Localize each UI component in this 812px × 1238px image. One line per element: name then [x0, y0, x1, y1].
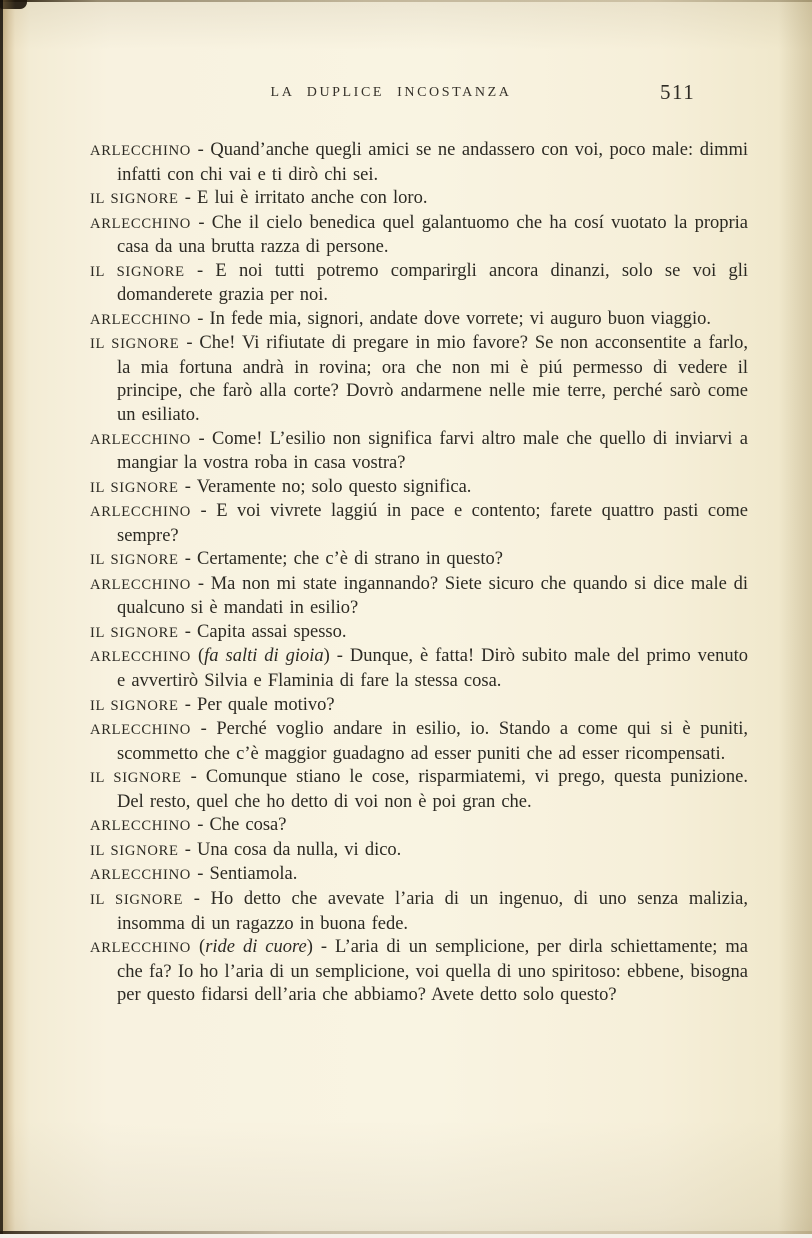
dialogue-line: IL SIGNORE - Una cosa da nulla, vi dico.: [90, 839, 402, 860]
speaker-name: ARLECCHINO: [90, 215, 192, 232]
dialogue-line: IL SIGNORE - Ho detto che avevate l’aria di un ingenuo, di uno senza malizia, insomma di un ragazzo in buona fede.: [90, 888, 748, 934]
dialogue-line: IL SIGNORE - E noi tutti potremo comparirgli ancora dinanzi, solo se voi gli domanderete grazia per noi.: [90, 260, 749, 306]
scan-edge-left-shadow: [3, 0, 15, 1238]
speaker-name: ARLECCHINO: [90, 504, 192, 521]
speaker-name: IL SIGNORE: [90, 624, 179, 641]
speaker-name: ARLECCHINO: [90, 722, 192, 739]
speaker-name: IL SIGNORE: [90, 891, 184, 908]
speaker-name: ARLECCHINO: [90, 867, 192, 884]
dialogue-line: ARLECCHINO - Che cosa?: [90, 815, 287, 836]
speaker-name: IL SIGNORE: [90, 263, 185, 280]
running-title: LA DUPLICE INCOSTANZA: [270, 85, 512, 100]
dialogue-line: ARLECCHINO - In fede mia, signori, andate dove vorrete; vi auguro buon viaggio.: [90, 308, 711, 329]
speaker-name: IL SIGNORE: [90, 770, 182, 787]
speaker-name: IL SIGNORE: [90, 479, 179, 496]
stage-direction: fa salti di gioia: [204, 646, 324, 667]
dialogue-line: ARLECCHINO - E voi vivrete laggiú in pace e contento; farete quattro pasti come sempre?: [90, 501, 748, 546]
speaker-name: ARLECCHINO: [90, 311, 192, 328]
speaker-name: IL SIGNORE: [90, 191, 179, 208]
dialogue-line: ARLECCHINO - Come! L’esilio non significa farvi altro male che quello di inviarvi a mangiar la vostra roba in casa vostra?: [90, 428, 748, 474]
speaker-name: ARLECCHINO: [90, 143, 192, 159]
speaker-name: ARLECCHINO: [90, 940, 192, 957]
speaker-name: ARLECCHINO: [90, 649, 192, 666]
page-header: [0, 80, 812, 112]
dialogue-line: IL SIGNORE - Certamente; che c’è di strano in questo?: [90, 549, 503, 570]
dialogue-line: ARLECCHINO (ride di cuore) - L’aria di un semplicione, per dirla schiettamente; ma che fa? Io ho l’aria di un semplicione, voi quella di uno spiritoso: ebbene, bisogna per questo fidarsi dell’aria che abbiamo? Avete detto solo questo?: [90, 937, 748, 1006]
scan-edge-bottom-strip: [0, 1234, 812, 1238]
speaker-name: ARLECCHINO: [90, 576, 192, 593]
scan-edge-top: [0, 0, 812, 2]
dialogue-line: ARLECCHINO - Ma non mi state ingannando? Siete sicuro che quando si dice male di qualcuno si è mandati in esilio?: [90, 573, 748, 619]
stage-direction: ride di cuore: [205, 937, 307, 958]
dialogue-line: IL SIGNORE - Comunque stiano le cose, risparmiatemi, vi prego, questa punizione. Del resto, quel che ho detto di voi non è poi gran che.: [90, 767, 749, 812]
speaker-name: IL SIGNORE: [90, 552, 179, 569]
dialogue-line: IL SIGNORE - Per quale motivo?: [90, 694, 335, 715]
page-number: 511: [660, 80, 696, 104]
dialogue-line: ARLECCHINO - Perché voglio andare in esilio, io. Stando a come qui si è puniti, scommetto che c’è maggior guadagno ad esser puniti che ad esser ricompensati.: [90, 719, 748, 764]
speaker-name: IL SIGNORE: [90, 336, 180, 353]
dialogue-line: IL SIGNORE - E lui è irritato anche con loro.: [90, 188, 428, 209]
dialogue-line: ARLECCHINO - Quand’anche quegli amici se ne andassero con voi, poco male: dimmi infatti con chi vai e ti dirò chi sei.: [90, 140, 748, 185]
speaker-name: IL SIGNORE: [90, 842, 179, 859]
scan-edge-right-shadow: [778, 0, 812, 1238]
dialogue-line: ARLECCHINO - Che il cielo benedica quel galantuomo che ha cosí vuotato la propria casa da una brutta razza di persone.: [90, 212, 748, 258]
dialogue-text-block: [90, 139, 748, 1008]
dialogue-line: ARLECCHINO - Sentiamola.: [90, 864, 298, 885]
dialogue-line: ARLECCHINO (fa salti di gioia) - Dunque, è fatta! Dirò subito male del primo venuto e avvertirò Silvia e Flaminia di fare la stessa cosa.: [90, 646, 748, 692]
dialogue-line: IL SIGNORE - Capita assai spesso.: [90, 621, 347, 642]
dialogue-line: IL SIGNORE - Veramente no; solo questo significa.: [90, 476, 472, 497]
speaker-name: ARLECCHINO: [90, 818, 192, 835]
speaker-name: ARLECCHINO: [90, 431, 192, 448]
dialogue-line: IL SIGNORE - Che! Vi rifiutate di pregare in mio favore? Se non acconsentite a farlo, la mia fortuna andrà in rovina; ora che non mi è piú permesso di vedere il principe, che farò alla corte? Dovrò andarmene nelle mie terre, perché sarò come un esiliato.: [90, 333, 748, 426]
speaker-name: IL SIGNORE: [90, 697, 179, 714]
